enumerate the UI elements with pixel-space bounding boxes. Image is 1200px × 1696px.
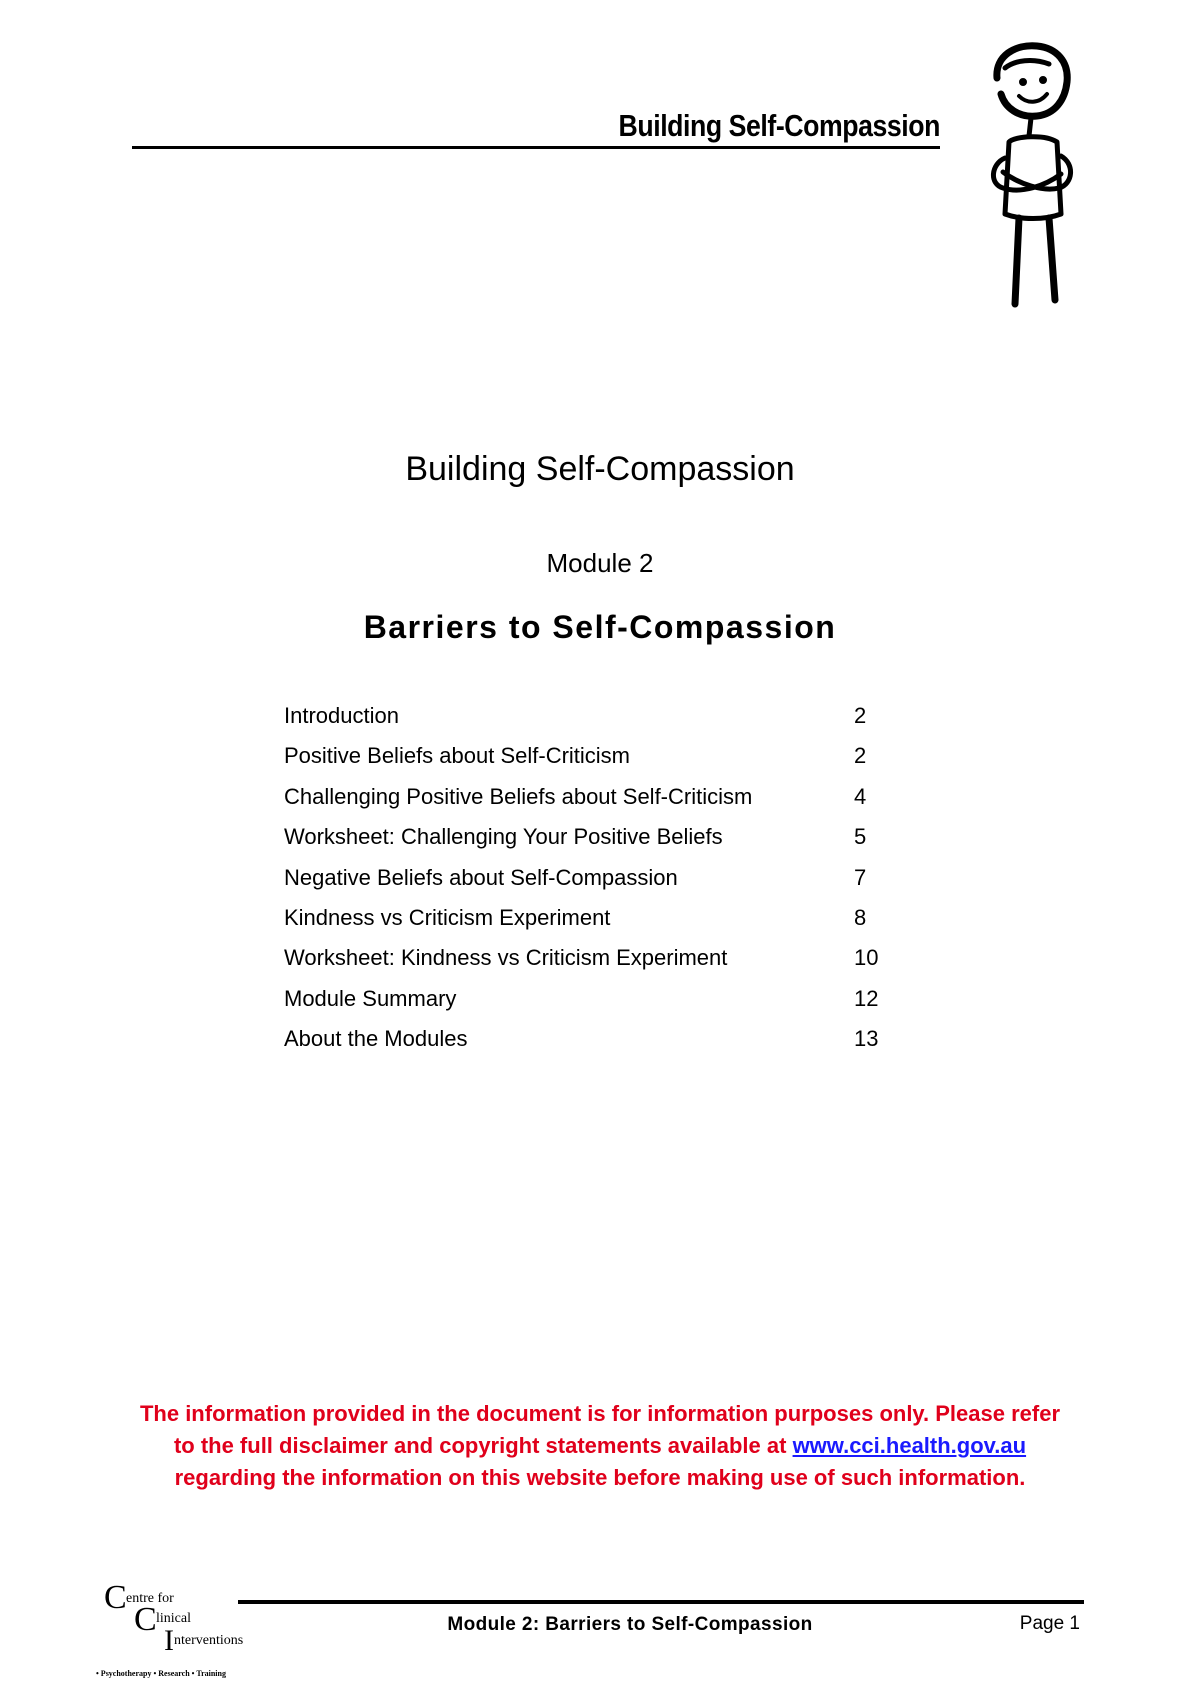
header-title: Building Self-Compassion bbox=[618, 108, 940, 143]
toc-entry-page: 5 bbox=[854, 824, 867, 850]
toc-entry-positive-beliefs[interactable] bbox=[284, 740, 894, 780]
toc-entry-module-summary[interactable] bbox=[284, 983, 894, 1023]
toc-entry-label: Positive Beliefs about Self-Criticism bbox=[284, 743, 631, 769]
table-of-contents bbox=[284, 700, 894, 1064]
footer-module-label: Module 2: Barriers to Self-Compassion bbox=[447, 1614, 813, 1635]
toc-entry-label: Challenging Positive Beliefs about Self-Criticism bbox=[284, 783, 753, 809]
toc-entry-page: 10 bbox=[854, 945, 879, 971]
toc-entry-about-modules[interactable] bbox=[284, 1023, 894, 1063]
toc-entry-label: About the Modules bbox=[284, 1026, 468, 1052]
document-title: Building Self-Compassion bbox=[405, 450, 795, 488]
module-number: Module 2 bbox=[546, 548, 654, 578]
toc-entry-page: 7 bbox=[854, 864, 867, 890]
logo-text-line1: entre for bbox=[126, 1591, 174, 1606]
disclaimer-text-end: regarding the information on this website before making use of such information. bbox=[174, 1465, 1026, 1490]
toc-entry-page: 8 bbox=[854, 904, 867, 930]
toc-entry-kindness-experiment[interactable] bbox=[284, 902, 894, 942]
toc-entry-label: Worksheet: Challenging Your Positive Beliefs bbox=[284, 824, 723, 850]
toc-entry-label: Introduction bbox=[284, 703, 399, 728]
toc-entry-challenging-positive-beliefs[interactable] bbox=[284, 781, 894, 821]
stick-figure-illustration bbox=[975, 38, 1095, 314]
toc-entry-label: Module Summary bbox=[284, 985, 457, 1011]
svg-text:I: I bbox=[164, 1624, 174, 1657]
cci-logo bbox=[96, 1580, 276, 1680]
toc-entry-negative-beliefs[interactable] bbox=[284, 862, 894, 902]
svg-text:C: C bbox=[134, 1601, 157, 1638]
header-divider bbox=[132, 146, 940, 149]
website-link[interactable]: www.cci.health.gov.au bbox=[792, 1433, 1027, 1458]
logo-text-line3: nterventions bbox=[174, 1633, 244, 1648]
toc-entry-worksheet-challenging[interactable] bbox=[284, 821, 894, 861]
footer-divider bbox=[238, 1600, 1084, 1604]
svg-text:C: C bbox=[104, 1580, 127, 1616]
toc-entry-label: Kindness vs Criticism Experiment bbox=[284, 904, 611, 930]
disclaimer-text-start: The information provided in the document is for information purposes only. Please refer to the full disclaimer and copyright statements available at bbox=[139, 1401, 1061, 1458]
toc-entry-label: Worksheet: Kindness vs Criticism Experiment bbox=[284, 945, 728, 971]
toc-entry-label: Negative Beliefs about Self-Compassion bbox=[284, 864, 678, 890]
module-title: Barriers to Self-Compassion bbox=[363, 609, 837, 645]
toc-entry-worksheet-kindness[interactable] bbox=[284, 942, 894, 982]
toc-entry-page: 4 bbox=[854, 783, 867, 809]
toc-entry-page: 2 bbox=[854, 743, 867, 769]
toc-entry-page: 13 bbox=[854, 1026, 879, 1052]
logo-text-line2: linical bbox=[156, 1611, 191, 1626]
disclaimer bbox=[130, 1398, 1070, 1494]
footer-page-number: Page 1 bbox=[1019, 1613, 1080, 1634]
logo-tagline: • Psychotherapy • Research • Training bbox=[96, 1669, 226, 1678]
toc-entry-page: 12 bbox=[854, 985, 879, 1011]
toc-entry-page: 2 bbox=[854, 703, 867, 728]
toc-entry-introduction[interactable] bbox=[284, 700, 894, 740]
